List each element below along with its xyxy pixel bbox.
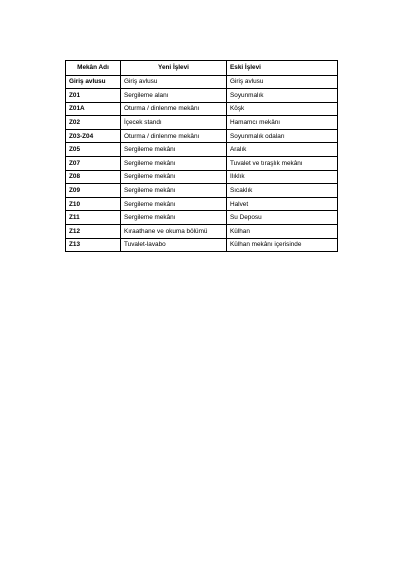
new-function-cell: Sergileme mekânı [121,197,227,211]
old-function-cell: Külhan [227,225,338,239]
table-row [66,89,338,103]
space-name-cell: Z11 [66,211,121,225]
space-name-cell: Z07 [66,157,121,171]
table-row [66,197,338,211]
space-name-cell: Z01A [66,102,121,116]
space-name-cell: Z13 [66,238,121,252]
old-function-cell: Soyunmalık [227,89,338,103]
table-row [66,143,338,157]
space-name-cell: Z05 [66,143,121,157]
space-name-cell: Giriş avlusu [66,75,121,89]
new-function-cell: Giriş avlusu [121,75,227,89]
new-function-cell: Oturma / dinlenme mekânı [121,102,227,116]
old-function-cell: Halvet [227,197,338,211]
new-function-cell: Sergileme mekânı [121,143,227,157]
space-name-cell: Z08 [66,170,121,184]
table-row [66,238,338,252]
new-function-cell: Sergileme mekânı [121,211,227,225]
table-header-row [66,61,338,76]
old-function-cell: Giriş avlusu [227,75,338,89]
old-function-cell: Köşk [227,102,338,116]
space-name-cell: Z10 [66,197,121,211]
old-function-cell: Aralık [227,143,338,157]
new-function-cell: İçecek standı [121,116,227,130]
space-function-table [65,60,338,252]
new-function-cell: Tuvalet-lavabo [121,238,227,252]
old-function-cell: Külhan mekânı içerisinde [227,238,338,252]
old-function-cell: Ilıklık [227,170,338,184]
header-old-function: Eski İşlevi [227,61,338,76]
table-row [66,129,338,143]
space-name-cell: Z09 [66,184,121,198]
space-name-cell: Z01 [66,89,121,103]
table-row [66,184,338,198]
new-function-cell: Sergileme alanı [121,89,227,103]
new-function-cell: Sergileme mekânı [121,170,227,184]
old-function-cell: Tuvalet ve tıraşlık mekânı [227,157,338,171]
new-function-cell: Oturma / dinlenme mekânı [121,129,227,143]
header-new-function: Yeni İşlevi [121,61,227,76]
header-space-name: Mekân Adı [66,61,121,76]
old-function-cell: Soyunmalık odaları [227,129,338,143]
space-name-cell: Z12 [66,225,121,239]
old-function-cell: Sıcaklık [227,184,338,198]
table-row [66,211,338,225]
table-row [66,75,338,89]
table-row [66,157,338,171]
table-row [66,225,338,239]
old-function-cell: Su Deposu [227,211,338,225]
new-function-cell: Sergileme mekânı [121,157,227,171]
new-function-cell: Kıraathane ve okuma bölümü [121,225,227,239]
space-name-cell: Z03-Z04 [66,129,121,143]
table-row [66,170,338,184]
new-function-cell: Sergileme mekânı [121,184,227,198]
table-row [66,102,338,116]
table-row [66,116,338,130]
space-name-cell: Z02 [66,116,121,130]
old-function-cell: Hamamcı mekânı [227,116,338,130]
